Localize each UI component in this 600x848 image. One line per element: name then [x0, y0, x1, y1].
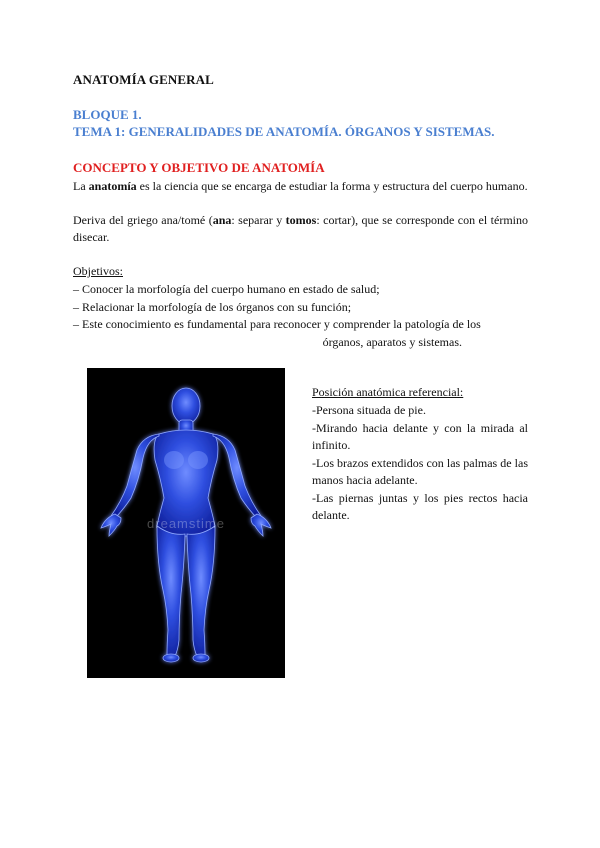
- document-title: ANATOMÍA GENERAL: [73, 72, 214, 87]
- anatomical-body-image: [87, 368, 285, 678]
- body-right-leg: [187, 526, 215, 656]
- body-right-hand: [251, 514, 271, 536]
- objective-item: – Conocer la morfología del cuerpo humano en estado de salud;: [73, 282, 380, 296]
- body-left-hand: [101, 514, 121, 536]
- objectives-list: [73, 281, 528, 351]
- body-right-arm: [213, 434, 261, 518]
- objective-item: [73, 316, 528, 351]
- anatomical-position-list: [312, 402, 528, 525]
- section-heading: CONCEPTO Y OBJETIVO DE ANATOMÍA: [73, 160, 325, 175]
- etymology-text-pre: Deriva del griego ana/tomé (: [73, 213, 213, 227]
- anatomical-position-heading: Posición anatómica referencial:: [312, 385, 464, 399]
- position-item: -Persona situada de pie.: [312, 403, 426, 417]
- objectives-heading: Objetivos:: [73, 264, 123, 278]
- etymology-keyword-tomos: tomos: [285, 213, 317, 227]
- position-item: -Los brazos extendidos con las palmas de las manos hacia adelante.: [312, 455, 528, 487]
- etymology-paragraph: [73, 212, 528, 246]
- body-right-foot: [193, 654, 209, 662]
- image-watermark: dreamstime: [147, 516, 225, 531]
- definition-keyword: anatomía: [88, 179, 137, 193]
- etymology-text-mid: : separar y: [231, 213, 286, 227]
- definition-paragraph: [73, 178, 528, 195]
- topic-heading: TEMA 1: GENERALIDADES DE ANATOMÍA. ÓRGANOS Y SISTEMAS.: [73, 124, 495, 139]
- body-left-foot: [163, 654, 179, 662]
- objective-item-continuation: órganos, aparatos y sistemas.: [322, 334, 462, 349]
- objective-item-text: – Este conocimiento es fundamental para reconocer y comprender la patología de los: [73, 317, 481, 331]
- human-body-illustration: [87, 368, 285, 678]
- position-item: -Las piernas juntas y los pies rectos hacia delante.: [312, 490, 528, 522]
- body-head: [172, 388, 200, 424]
- body-left-arm: [111, 434, 159, 518]
- body-left-leg: [157, 526, 185, 656]
- etymology-text-post: : cortar), que se corresponde con el término disecar.: [73, 213, 528, 244]
- position-item: -Mirando hacia delante y con la mirada al infinito.: [312, 420, 528, 452]
- body-chest-highlight: [188, 451, 208, 469]
- definition-text-post: es la ciencia que se encarga de estudiar la forma y estructura del cuerpo humano.: [136, 179, 528, 193]
- etymology-keyword-ana: ana: [212, 213, 232, 227]
- definition-text-pre: La: [73, 179, 89, 193]
- objective-item: – Relacionar la morfología de los órganos con su función;: [73, 299, 352, 314]
- body-chest-highlight: [164, 451, 184, 469]
- block-heading: BLOQUE 1.: [73, 107, 142, 122]
